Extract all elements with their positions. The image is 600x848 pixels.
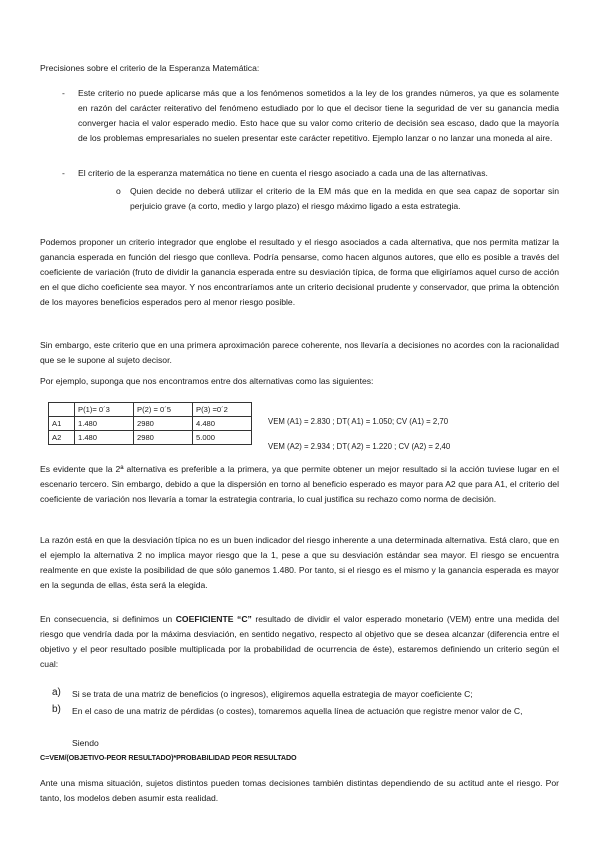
table-header-row	[49, 403, 252, 417]
section-heading: Precisiones sobre el criterio de la Esperanza Matemática:	[40, 63, 260, 73]
table-cell: 1.480	[75, 431, 134, 445]
list-marker-a: a)	[52, 687, 61, 698]
paragraph-6-end: resultado de dividir el valor esperado monetario (VEM) entre una medida del riesgo que vendría dada por la máxima desviación, en sentido negativo, respecto al objetivo que se desea alcanzar (diferencia entre el objetivo y el peor resultado posible multiplicada por la probabilidad de ocurrencia de éste), estaremos definiendo un criterio según el cual:	[40, 614, 559, 669]
table-header-cell	[49, 403, 75, 417]
table-header-cell: P(2) = 0´5	[134, 403, 193, 417]
table-cell: 1.480	[75, 417, 134, 431]
bullet-marker: -	[62, 168, 65, 178]
coefficient-formula: C=VEM/(OBJETIVO-PEOR RESULTADO)*PROBABILIDAD PEOR RESULTADO	[40, 753, 297, 762]
table-row	[49, 431, 252, 445]
bullet-1: Este criterio no puede aplicarse más que a los fenómenos sometidos a la ley de los grandes números, ya que es solamente en razón del carácter reiterativo del fenómeno estudiado por lo que el decisor tiene la seguridad de ver su ganancia media converger hacia el valor esperado medio. Esto hace que su valor como criterio de decisión sea escaso, dado que la mayoría de los problemas empresariales no suelen presentar este carácter repetitivo. Ejemplo lanzar o no lanzar una moneda al aire.	[78, 88, 559, 143]
paragraph-4: Es evidente que la 2ª alternativa es preferible a la primera, ya que permite obtener un mejor resultado si la acción tuviese lugar en el escenario tercero. Sin embargo, debido a que la dispersión en torno al beneficio esperado es mayor para A2 que para A1, el criterio del coeficiente de variación nos llevaría a tomar la estrategia contraria, lo cual justifica su rechazo como norma de decisión.	[40, 464, 559, 504]
coefficient-term: COEFICIENTE “C”	[175, 614, 252, 624]
table-cell: 5.000	[193, 431, 252, 445]
table-header-cell: P(1)= 0´3	[75, 403, 134, 417]
paragraph-6-start: En consecuencia, si definimos un	[40, 614, 176, 624]
paragraph-1: Podemos proponer un criterio integrador que englobe el resultado y el riesgo asociados a cada alternativa, que nos permita matizar la ganancia esperada en función del riesgo que conlleva. Podría pensarse, como hacen algunos autores, que ello es posible a través del coeficiente de variación (fruto de dividir la ganancia esperada entre su desviación típica, de forma que eligiríamos aquel curso de acción en el que dicho coeficiente sea mayor. Y nos encontraríamos ante un criterio decisional prudente y conservador, que prima la obtención de los mayores beneficios esperados pero al menor riesgo posible.	[40, 237, 559, 307]
table-cell: A1	[49, 417, 75, 431]
siendo-label: Siendo	[72, 738, 99, 748]
list-marker-b: b)	[52, 704, 61, 715]
list-item-b: En el caso de una matriz de pérdidas (o costes), tomaremos aquella línea de actuación que registre menor valor de C,	[72, 706, 523, 716]
formula-a2: VEM (A2) = 2.934 ; DT( A2) = 1.220 ; CV (A2) = 2,40	[268, 442, 451, 451]
paragraph-2: Sin embargo, este criterio que en una primera aproximación parece coherente, nos llevaría a decisiones no acordes con la racionalidad que se le supone al sujeto decisor.	[40, 340, 559, 365]
paragraph-3: Por ejemplo, suponga que nos encontramos entre dos alternativas como las siguientes:	[40, 376, 374, 386]
bullet-2: El criterio de la esperanza matemática no tiene en cuenta el riesgo asociado a cada una de las alternativas.	[78, 168, 488, 178]
paragraph-5: La razón está en que la desviación típica no es un buen indicador del riesgo inherente a una determinada alternativa. Está claro, que en el ejemplo la alternativa 2 no implica mayor riesgo que la 1, pese a que su desviación estándar sea mayor. El riesgo se encuentra realmente en que existe la posibilidad de que sólo ganemos 1.480. Por tanto, si el riesgo es el mismo y la ganancia esperada es mayor en la segunda de ellas, ésta será la elegida.	[40, 535, 559, 590]
table-header-cell: P(3) =0´2	[193, 403, 252, 417]
paragraph-7: Ante una misma situación, sujetos distintos pueden tomas decisiones también distintas dependiendo de su actitud ante el riesgo. Por tanto, los modelos deben asumir esta realidad.	[40, 778, 559, 803]
table-cell: 2980	[134, 431, 193, 445]
alternatives-table	[48, 402, 252, 445]
bullet-marker: -	[62, 88, 65, 98]
list-item-a: Si se trata de una matriz de beneficios (o ingresos), eligiremos aquella estrategia de mayor coeficiente C;	[72, 689, 473, 699]
table-cell: 2980	[134, 417, 193, 431]
table-row	[49, 417, 252, 431]
table-cell: A2	[49, 431, 75, 445]
table-cell: 4.480	[193, 417, 252, 431]
sub-bullet-marker: o	[116, 186, 121, 196]
paragraph-6	[40, 612, 559, 672]
sub-bullet: Quien decide no deberá utilizar el criterio de la EM más que en la medida en que sea capaz de soportar sin perjuicio grave (a corto, medio y largo plazo) el riesgo máximo ligado a esta estrategia.	[130, 186, 559, 211]
formula-a1: VEM (A1) = 2.830 ; DT( A1) = 1.050; CV (A1) = 2,70	[268, 417, 449, 426]
